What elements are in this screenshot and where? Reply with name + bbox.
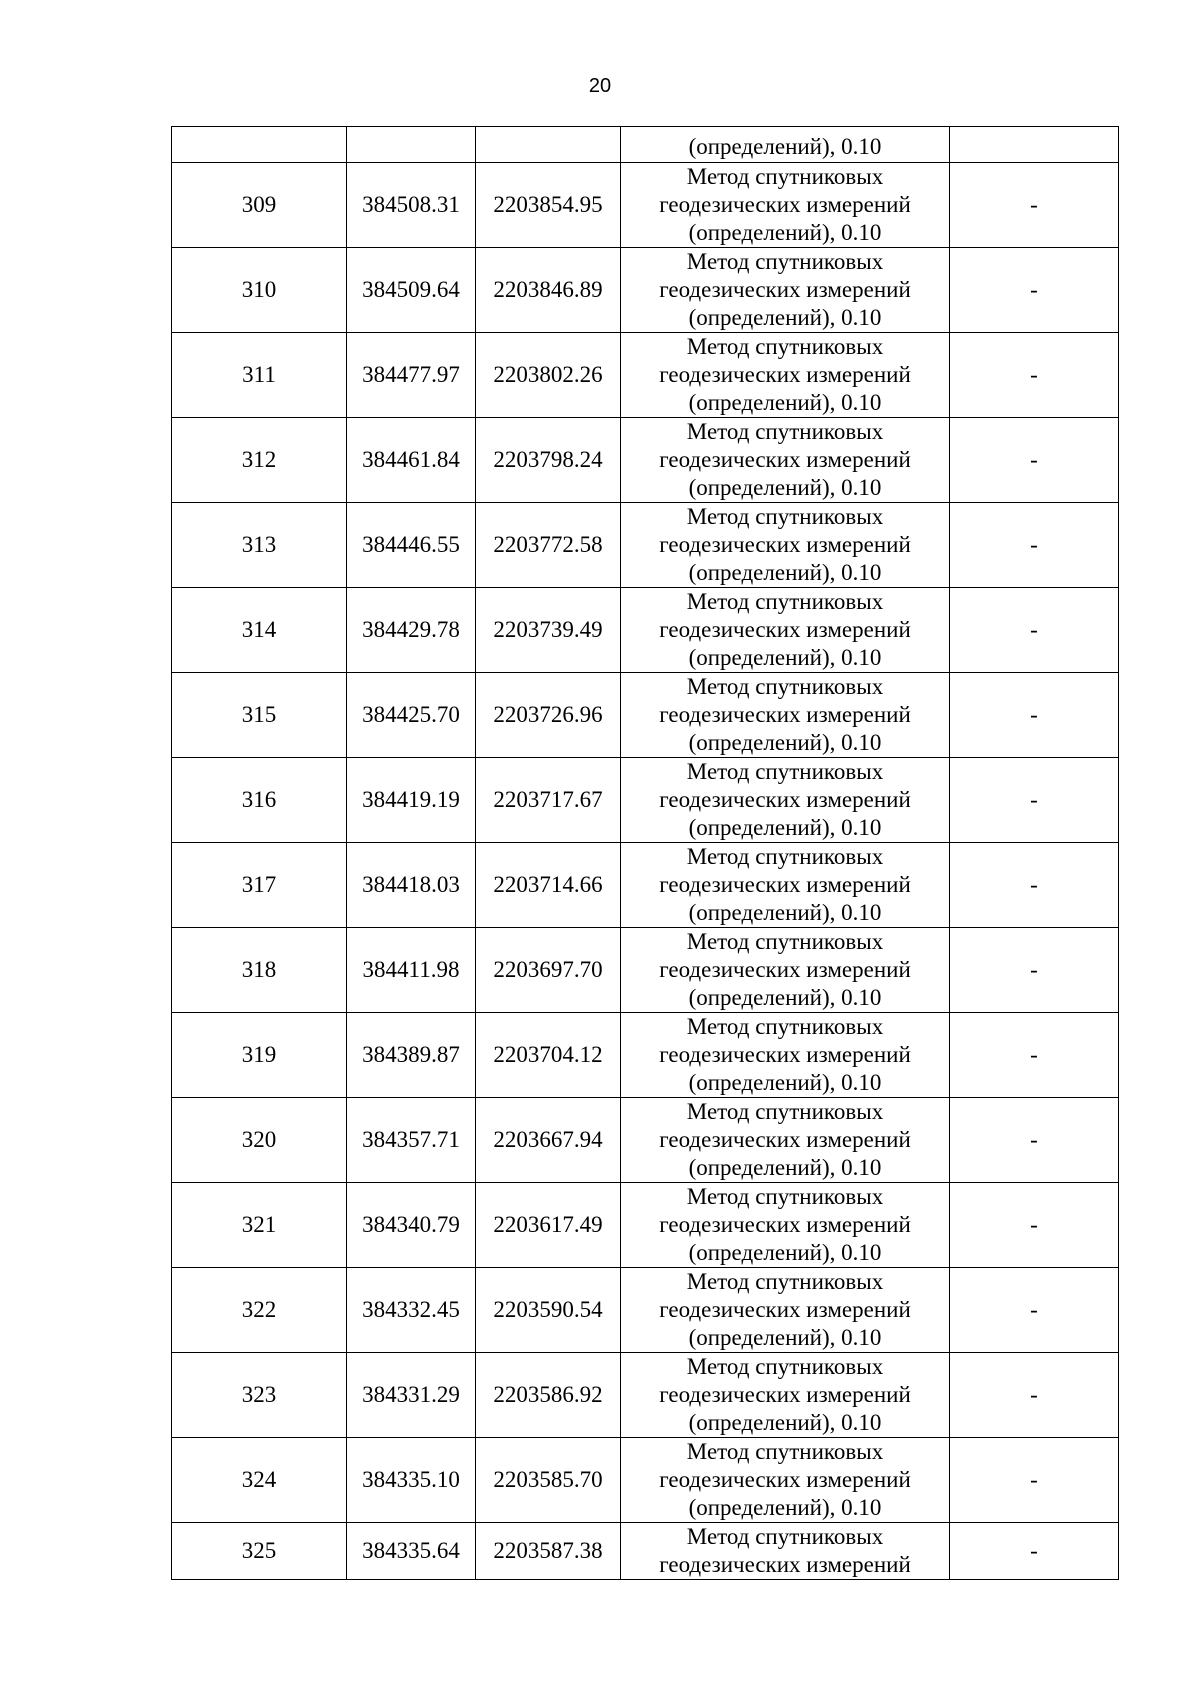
coordinates-table-body bbox=[172, 127, 1119, 1580]
method-cell: (определений), 0.10 bbox=[621, 127, 950, 163]
method-text-line: геодезических измерений bbox=[659, 1467, 911, 1492]
point-number-cell: 319 bbox=[172, 1013, 347, 1098]
method-cell bbox=[621, 1098, 950, 1183]
x-coordinate-cell: 384425.70 bbox=[347, 673, 476, 758]
y-coordinate-cell: 2203802.26 bbox=[476, 333, 621, 418]
point-number-cell: 322 bbox=[172, 1268, 347, 1353]
note-cell: - bbox=[950, 1438, 1119, 1523]
coordinates-table bbox=[171, 126, 1119, 1580]
method-cell bbox=[621, 333, 950, 418]
x-coordinate-cell: 384477.97 bbox=[347, 333, 476, 418]
method-text-line: геодезических измерений bbox=[659, 702, 911, 727]
point-number-cell: 317 bbox=[172, 843, 347, 928]
method-text-line: Метод спутниковых bbox=[686, 1184, 884, 1209]
x-coordinate-cell bbox=[347, 127, 476, 163]
y-coordinate-cell: 2203667.94 bbox=[476, 1098, 621, 1183]
method-text-line: (определений), 0.10 bbox=[688, 900, 882, 925]
method-text-line: геодезических измерений bbox=[659, 957, 911, 982]
point-number-cell: 320 bbox=[172, 1098, 347, 1183]
table-row bbox=[172, 1013, 1119, 1098]
note-cell: - bbox=[950, 928, 1119, 1013]
method-text-line: (определений), 0.10 bbox=[688, 390, 882, 415]
x-coordinate-cell: 384461.84 bbox=[347, 418, 476, 503]
method-text-line: геодезических измерений bbox=[659, 192, 911, 217]
point-number-cell: 309 bbox=[172, 163, 347, 248]
y-coordinate-cell: 2203726.96 bbox=[476, 673, 621, 758]
method-cell bbox=[621, 503, 950, 588]
method-text-line: Метод спутниковых bbox=[686, 1439, 884, 1464]
method-text-line: (определений), 0.10 bbox=[688, 1070, 882, 1095]
method-cell bbox=[621, 1438, 950, 1523]
method-text-line: геодезических измерений bbox=[659, 362, 911, 387]
note-cell: - bbox=[950, 418, 1119, 503]
method-text-line: Метод спутниковых bbox=[686, 1269, 884, 1294]
continuation-row bbox=[172, 127, 1119, 163]
point-number-cell: 318 bbox=[172, 928, 347, 1013]
note-cell: - bbox=[950, 248, 1119, 333]
method-text-line: Метод спутниковых bbox=[686, 759, 884, 784]
method-cell bbox=[621, 1013, 950, 1098]
method-cell bbox=[621, 1523, 950, 1580]
point-number-cell: 313 bbox=[172, 503, 347, 588]
note-cell: - bbox=[950, 333, 1119, 418]
point-number-cell bbox=[172, 127, 347, 163]
table-row bbox=[172, 503, 1119, 588]
table-row bbox=[172, 1353, 1119, 1438]
y-coordinate-cell: 2203704.12 bbox=[476, 1013, 621, 1098]
table-row bbox=[172, 1098, 1119, 1183]
y-coordinate-cell: 2203846.89 bbox=[476, 248, 621, 333]
table-row bbox=[172, 673, 1119, 758]
method-cell bbox=[621, 928, 950, 1013]
table-row bbox=[172, 418, 1119, 503]
method-text-line: (определений), 0.10 bbox=[688, 1155, 882, 1180]
page-number: 20 bbox=[588, 75, 612, 97]
method-text-line: (определений), 0.10 bbox=[688, 305, 882, 330]
method-text-line: геодезических измерений bbox=[659, 1552, 911, 1577]
method-text-line: Метод спутниковых bbox=[686, 1524, 884, 1549]
y-coordinate-cell: 2203798.24 bbox=[476, 418, 621, 503]
y-coordinate-cell: 2203585.70 bbox=[476, 1438, 621, 1523]
method-cell bbox=[621, 673, 950, 758]
point-number-cell: 321 bbox=[172, 1183, 347, 1268]
y-coordinate-cell: 2203586.92 bbox=[476, 1353, 621, 1438]
method-text-line: геодезических измерений bbox=[659, 872, 911, 897]
y-coordinate-cell bbox=[476, 127, 621, 163]
x-coordinate-cell: 384446.55 bbox=[347, 503, 476, 588]
method-text-line: (определений), 0.10 bbox=[688, 730, 882, 755]
method-cell bbox=[621, 843, 950, 928]
method-text-line: геодезических измерений bbox=[659, 277, 911, 302]
method-text-line: (определений), 0.10 bbox=[688, 985, 882, 1010]
method-text-line: Метод спутниковых bbox=[686, 419, 884, 444]
point-number-cell: 311 bbox=[172, 333, 347, 418]
table-row bbox=[172, 163, 1119, 248]
y-coordinate-cell: 2203739.49 bbox=[476, 588, 621, 673]
method-cell bbox=[621, 1268, 950, 1353]
method-text-line: геодезических измерений bbox=[659, 532, 911, 557]
point-number-cell: 315 bbox=[172, 673, 347, 758]
x-coordinate-cell: 384340.79 bbox=[347, 1183, 476, 1268]
note-cell: - bbox=[950, 673, 1119, 758]
method-text-line: (определений), 0.10 bbox=[688, 1495, 882, 1520]
y-coordinate-cell: 2203590.54 bbox=[476, 1268, 621, 1353]
x-coordinate-cell: 384411.98 bbox=[347, 928, 476, 1013]
method-text-line: Метод спутниковых bbox=[686, 844, 884, 869]
method-text-line: (определений), 0.10 bbox=[688, 560, 882, 585]
x-coordinate-cell: 384332.45 bbox=[347, 1268, 476, 1353]
table-row bbox=[172, 1523, 1119, 1580]
method-text-line: геодезических измерений bbox=[659, 1297, 911, 1322]
method-cell bbox=[621, 588, 950, 673]
method-text-line: Метод спутниковых bbox=[686, 1014, 884, 1039]
x-coordinate-cell: 384335.10 bbox=[347, 1438, 476, 1523]
method-text-line: Метод спутниковых bbox=[686, 1099, 884, 1124]
x-coordinate-cell: 384331.29 bbox=[347, 1353, 476, 1438]
note-cell: - bbox=[950, 1353, 1119, 1438]
method-text-line: (определений), 0.10 bbox=[688, 220, 882, 245]
method-text-line: (определений), 0.10 bbox=[688, 1325, 882, 1350]
table-row bbox=[172, 1183, 1119, 1268]
note-cell: - bbox=[950, 1523, 1119, 1580]
table-row bbox=[172, 758, 1119, 843]
y-coordinate-cell: 2203587.38 bbox=[476, 1523, 621, 1580]
method-cell bbox=[621, 1183, 950, 1268]
note-cell: - bbox=[950, 588, 1119, 673]
point-number-cell: 324 bbox=[172, 1438, 347, 1523]
method-text-line: Метод спутниковых bbox=[686, 1354, 884, 1379]
table-row bbox=[172, 843, 1119, 928]
point-number-cell: 316 bbox=[172, 758, 347, 843]
y-coordinate-cell: 2203717.67 bbox=[476, 758, 621, 843]
table-row bbox=[172, 588, 1119, 673]
table-row bbox=[172, 248, 1119, 333]
method-cell bbox=[621, 418, 950, 503]
method-text-line: Метод спутниковых bbox=[686, 164, 884, 189]
point-number-cell: 310 bbox=[172, 248, 347, 333]
note-cell: - bbox=[950, 1098, 1119, 1183]
method-text-line: геодезических измерений bbox=[659, 1382, 911, 1407]
x-coordinate-cell: 384418.03 bbox=[347, 843, 476, 928]
method-cell bbox=[621, 248, 950, 333]
x-coordinate-cell: 384429.78 bbox=[347, 588, 476, 673]
method-text-line: (определений), 0.10 bbox=[688, 645, 882, 670]
x-coordinate-cell: 384508.31 bbox=[347, 163, 476, 248]
method-text-line: (определений), 0.10 bbox=[688, 1410, 882, 1435]
note-cell: - bbox=[950, 503, 1119, 588]
x-coordinate-cell: 384509.64 bbox=[347, 248, 476, 333]
method-text-line: (определений), 0.10 bbox=[688, 1240, 882, 1265]
method-cell bbox=[621, 1353, 950, 1438]
x-coordinate-cell: 384389.87 bbox=[347, 1013, 476, 1098]
method-text-line: Метод спутниковых bbox=[686, 674, 884, 699]
point-number-cell: 323 bbox=[172, 1353, 347, 1438]
method-text-line: (определений), 0.10 bbox=[688, 475, 882, 500]
y-coordinate-cell: 2203772.58 bbox=[476, 503, 621, 588]
method-text-line: Метод спутниковых bbox=[686, 589, 884, 614]
method-text-line: Метод спутниковых bbox=[686, 249, 884, 274]
method-text-line: геодезических измерений bbox=[659, 1212, 911, 1237]
method-text-line: Метод спутниковых bbox=[686, 334, 884, 359]
method-text-line: геодезических измерений bbox=[659, 787, 911, 812]
point-number-cell: 312 bbox=[172, 418, 347, 503]
table-row bbox=[172, 333, 1119, 418]
method-text-line: Метод спутниковых bbox=[686, 929, 884, 954]
table-row bbox=[172, 928, 1119, 1013]
method-text-line: геодезических измерений bbox=[659, 617, 911, 642]
y-coordinate-cell: 2203714.66 bbox=[476, 843, 621, 928]
note-cell: - bbox=[950, 1183, 1119, 1268]
method-text-line: геодезических измерений bbox=[659, 1042, 911, 1067]
y-coordinate-cell: 2203617.49 bbox=[476, 1183, 621, 1268]
method-text-line: Метод спутниковых bbox=[686, 504, 884, 529]
method-text-line: (определений), 0.10 bbox=[688, 815, 882, 840]
note-cell: - bbox=[950, 163, 1119, 248]
note-cell: - bbox=[950, 1013, 1119, 1098]
method-cell bbox=[621, 163, 950, 248]
note-cell: - bbox=[950, 843, 1119, 928]
x-coordinate-cell: 384357.71 bbox=[347, 1098, 476, 1183]
table-row bbox=[172, 1268, 1119, 1353]
point-number-cell: 314 bbox=[172, 588, 347, 673]
method-cell bbox=[621, 758, 950, 843]
x-coordinate-cell: 384419.19 bbox=[347, 758, 476, 843]
note-cell: - bbox=[950, 758, 1119, 843]
note-cell bbox=[950, 127, 1119, 163]
method-text-line: геодезических измерений bbox=[659, 1127, 911, 1152]
y-coordinate-cell: 2203697.70 bbox=[476, 928, 621, 1013]
note-cell: - bbox=[950, 1268, 1119, 1353]
method-text-line: геодезических измерений bbox=[659, 447, 911, 472]
point-number-cell: 325 bbox=[172, 1523, 347, 1580]
y-coordinate-cell: 2203854.95 bbox=[476, 163, 621, 248]
table-row bbox=[172, 1438, 1119, 1523]
x-coordinate-cell: 384335.64 bbox=[347, 1523, 476, 1580]
